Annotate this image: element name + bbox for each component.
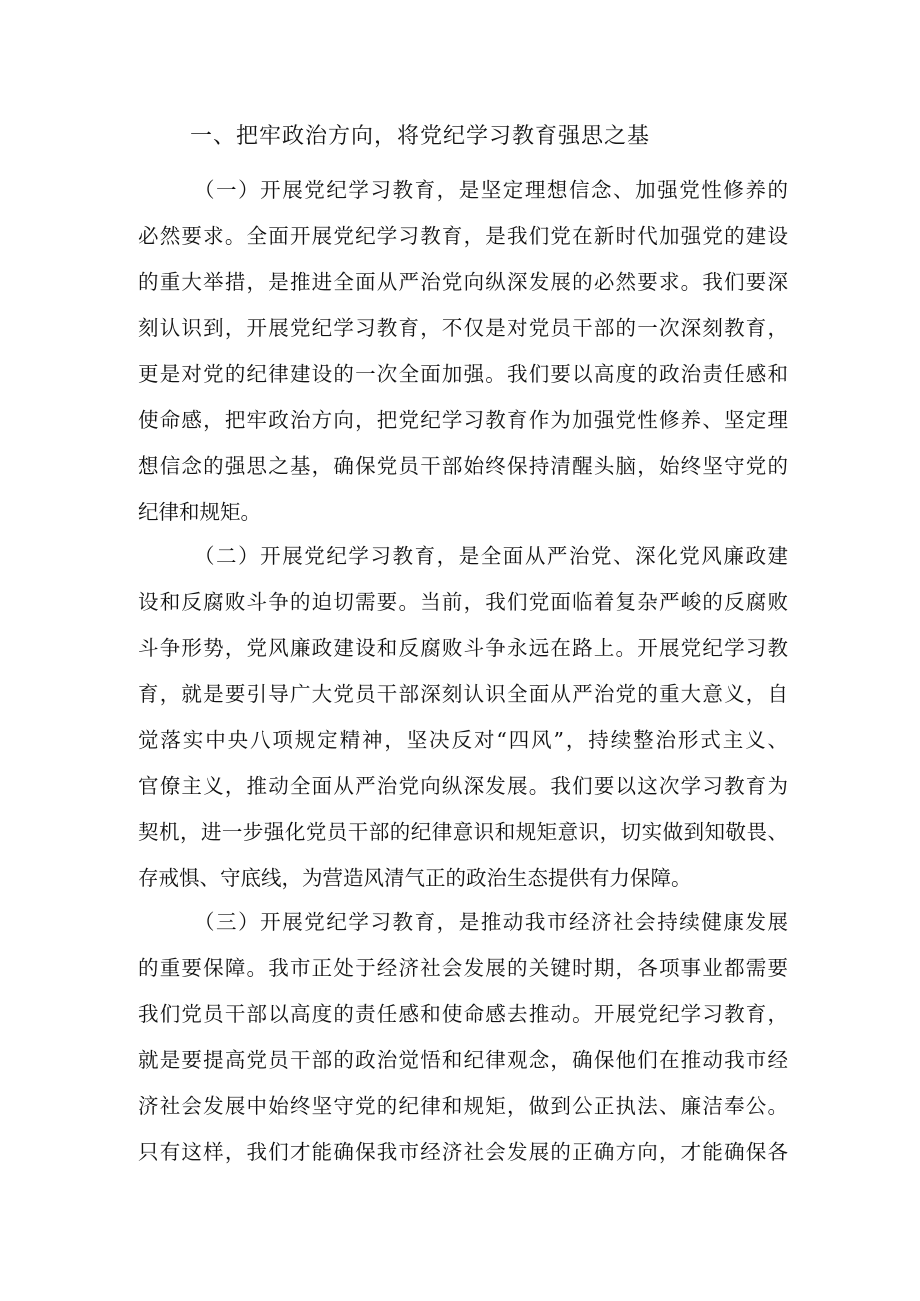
paragraph-line: 想信念的强思之基，确保党员干部始终保持清醒头脑，始终坚守党的 — [138, 454, 788, 478]
paragraph-line: 的重大举措，是推进全面从严治党向纵深发展的必然要求。我们要深 — [138, 270, 788, 294]
paragraph-line: 必然要求。全面开展党纪学习教育，是我们党在新时代加强党的建设 — [138, 224, 788, 248]
paragraph-line: 就是要提高党员干部的政治觉悟和纪律观念，确保他们在推动我市经 — [138, 1048, 788, 1072]
paragraph-line: 存戒惧、守底线，为营造风清气正的政治生态提供有力保障。 — [138, 866, 692, 890]
paragraph-line: 设和反腐败斗争的迫切需要。当前，我们党面临着复杂严峻的反腐败 — [138, 590, 788, 614]
paragraph-line: 育，就是要引导广大党员干部深刻认识全面从严治党的重大意义，自 — [138, 682, 788, 706]
paragraph-line: （一）开展党纪学习教育，是坚定理想信念、加强党性修养的 — [194, 178, 788, 202]
paragraph-line: 斗争形势，党风廉政建设和反腐败斗争永远在路上。开展党纪学习教 — [138, 636, 788, 660]
section-heading: 一、把牢政治方向，将党纪学习教育强思之基 — [190, 124, 651, 149]
paragraph-line: 纪律和规矩。 — [138, 500, 261, 524]
paragraph-3 — [138, 899, 788, 1175]
paragraph-line: 契机，进一步强化党员干部的纪律意识和规矩意识，切实做到知敬畏、 — [138, 820, 788, 844]
paragraph-2 — [138, 533, 788, 901]
paragraph-line: 刻认识到，开展党纪学习教育，不仅是对党员干部的一次深刻教育， — [138, 316, 788, 340]
paragraph-line: 官僚主义，推动全面从严治党向纵深发展。我们要以这次学习教育为 — [138, 774, 788, 798]
paragraph-line: 的重要保障。我市正处于经济社会发展的关键时期，各项事业都需要 — [138, 956, 788, 980]
paragraph-line: （二）开展党纪学习教育，是全面从严治党、深化党风廉政建 — [194, 544, 788, 568]
paragraph-line: 觉落实中央八项规定精神，坚决反对“四风”，持续整治形式主义、 — [138, 728, 788, 752]
paragraph-line: 使命感，把牢政治方向，把党纪学习教育作为加强党性修养、坚定理 — [138, 408, 788, 432]
paragraph-line: 更是对党的纪律建设的一次全面加强。我们要以高度的政治责任感和 — [138, 362, 788, 386]
paragraph-1 — [138, 167, 788, 535]
paragraph-line: 只有这样，我们才能确保我市经济社会发展的正确方向，才能确保各 — [138, 1140, 788, 1164]
paragraph-line: 我们党员干部以高度的责任感和使命感去推动。开展党纪学习教育， — [138, 1002, 788, 1026]
paragraph-line: 济社会发展中始终坚守党的纪律和规矩，做到公正执法、廉洁奉公。 — [138, 1094, 788, 1118]
paragraph-line: （三）开展党纪学习教育，是推动我市经济社会持续健康发展 — [194, 910, 788, 934]
